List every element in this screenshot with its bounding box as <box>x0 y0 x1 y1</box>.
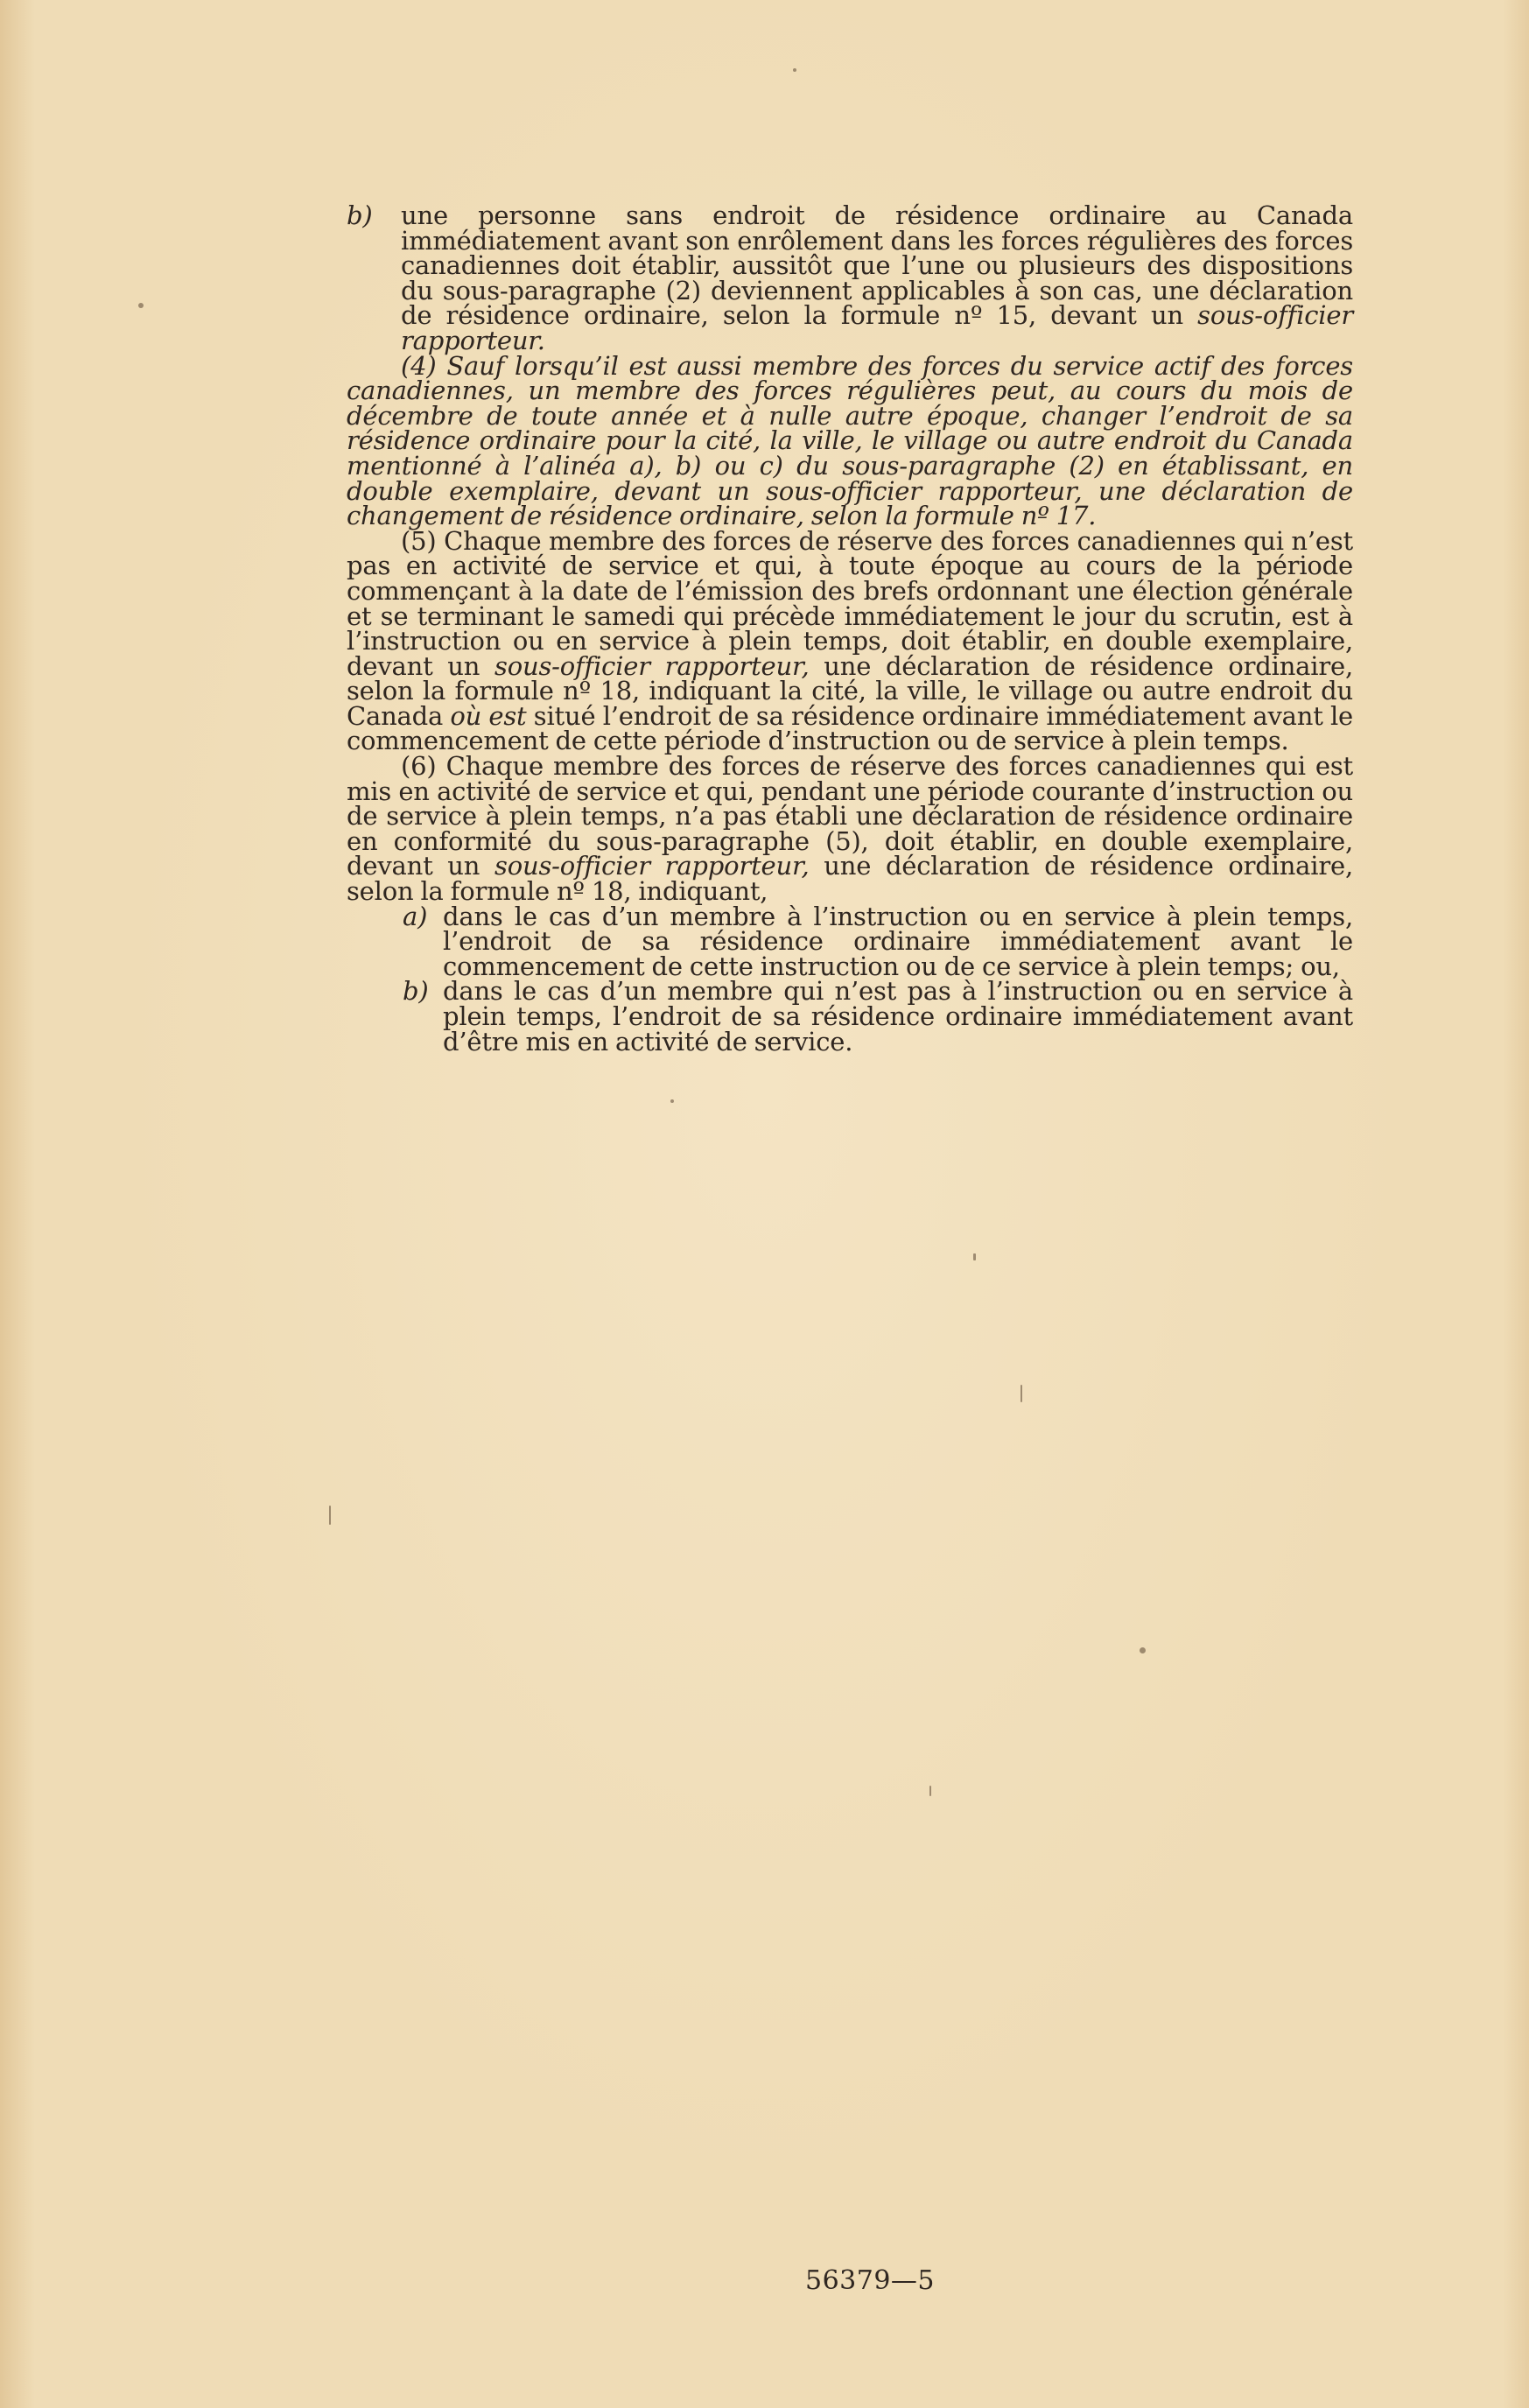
paper-speck <box>670 1099 674 1103</box>
item-b-italic: sous-officier rapporteur. <box>401 300 1353 355</box>
paper-speck <box>1140 1647 1146 1653</box>
paper-speck <box>329 1506 331 1525</box>
item-b-label: b) <box>347 200 373 230</box>
paragraph-6-text-1: (6) Chaque membre des forces de réserve des forces canadiennes qui est mis en activité de service et qui, pendant une période courante d’instruction ou de service à plein temps, n’a pas établi une déclaration de résidence ordinaire en conformité du sous-paragraphe (5), doit établir, en double exemplaire, devant un <box>347 751 1353 881</box>
paragraph-5-text-1: (5) Chaque membre des forces de réserve des forces canadiennes qui n’est pas en activité de service et qui, à toute époque au cours de la période commençant à la date de l’émission des brefs ordonnant une élection générale et se terminant le samedi qui précède immédiatement le jour du scrutin, est à l’instruction ou en service à plein temps, doit établir, en double exemplaire, devant un <box>347 525 1353 681</box>
paragraph-5-text-3: situé l’endroit de sa résidence ordinaire immédiatement avant le commencement de cette période d’instruction ou de service à plein temps. <box>347 700 1353 756</box>
sub-item-a-label: a) <box>403 901 428 931</box>
paragraph-6-italic: sous-officier rapporteur, <box>494 851 810 881</box>
sub-item-b <box>403 976 1353 1057</box>
sub-item-b-text: dans le cas d’un membre qui n’est pas à l’instruction ou en service à plein temps, l’endroit de sa résidence ordinaire immédiatement avant d’être mis en activité de service. <box>443 976 1353 1057</box>
paper-speck <box>793 68 796 72</box>
page-number: 56379—5 <box>805 2265 936 2296</box>
body-text <box>347 200 1353 1057</box>
paper-speck <box>138 303 144 308</box>
paragraph-6-text-2: une déclaration de résidence ordinaire, selon la formule nº 18, indiquant, <box>347 851 1353 907</box>
paper-speck <box>1021 1385 1022 1402</box>
paragraph-4: (4) Sauf lorsqu’il est aussi membre des forces du service actif des forces canadiennes, un membre des forces régulières peut, au cours du mois de décembre de toute année et à nulle autre époque, changer l’endroit de sa résidence ordinaire pour la cité, la ville, le village ou autre endroit du Canada mentionné à l’alinéa a), b) ou c) du sous-paragraphe (2) en établissant, en double exemplaire, devant un sous-officier rapporteur, une déclaration de changement de résidence ordinaire, selon la formule nº 17. <box>347 350 1353 531</box>
paragraph-5-text-2: une déclaration de résidence ordinaire, selon la formule nº 18, indiquant la cité, la ville, le village ou autre endroit du Canada <box>347 650 1353 731</box>
paper-speck <box>973 1253 976 1260</box>
paragraph-5-italic-1: sous-officier rapporteur, <box>494 650 810 681</box>
paper-speck <box>929 1786 931 1796</box>
item-b-text: une personne sans endroit de résidence ordinaire au Canada immédiatement avant son enrôlement dans les forces régulières des forces canadiennes doit établir, aussitôt que l’une ou plusieurs des dispositions du sous-paragraphe (2) deviennent applicables à son cas, une déclaration de résidence ordinaire, selon la formule nº 15, devant un <box>401 200 1353 331</box>
item-b <box>347 200 1353 355</box>
sub-item-a-text: dans le cas d’un membre à l’instruction ou en service à plein temps, l’endroit de sa résidence ordinaire immédiatement avant le commencement de cette instruction ou de ce service à plein temps; ou, <box>443 901 1353 981</box>
paragraph-5 <box>347 525 1353 756</box>
paragraph-5-italic-2: où est <box>450 700 527 731</box>
sub-item-a <box>403 901 1353 981</box>
sub-item-b-label: b) <box>403 976 429 1007</box>
paragraph-6 <box>347 751 1353 907</box>
